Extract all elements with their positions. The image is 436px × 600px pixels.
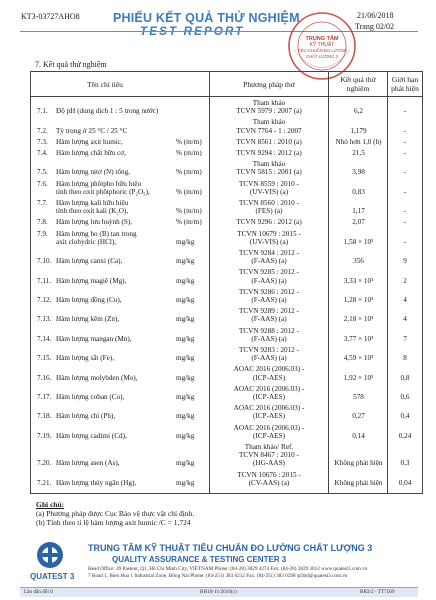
row-number: 7.6.	[37, 179, 48, 188]
criteria-name: Hàm lượng nitơ (N) tổng,	[56, 168, 130, 177]
criteria-name: Tỷ trọng ở 25 °C / 25 °C	[56, 126, 128, 135]
test-result: 356	[353, 257, 364, 266]
test-method: TCVN 9283 : 2012 - (F-AAS) (a)	[239, 346, 299, 363]
footer-bar-mid: BH10-11/2016(c)	[200, 589, 237, 595]
detection-limit: 0,4	[400, 412, 410, 421]
test-method: TCVN 9296 : 2012 (a)	[236, 218, 302, 227]
criteria-name: Hàm lượng thủy ngân (Hg),	[56, 478, 137, 487]
test-result: Không phát hiện	[334, 478, 383, 487]
footer-address-line: Head Office: 49 Pasteur, Q1, Hồ Chí Minh City, VIETNAM Phone: (84-28) 3829 4274 Fax: (84-28) 3829 3012 www.quatest3.com.vn	[88, 566, 368, 572]
test-result: 4,59 × 10³	[343, 354, 374, 363]
table-row	[31, 385, 422, 404]
notes-block	[36, 500, 194, 527]
row-number: 7.21.	[37, 478, 52, 487]
header-divider	[20, 31, 418, 32]
table-row	[31, 230, 422, 249]
criteria-unit: % (m/m)	[176, 137, 202, 146]
criteria-unit: mg/kg	[176, 295, 195, 304]
test-result: 3,98	[352, 168, 365, 177]
detection-limit: 0,6	[400, 392, 410, 401]
test-method: TCVN 10679 : 2015 - (UV-VIS) (a)	[237, 229, 301, 246]
criteria-unit: % (m/m)	[176, 218, 202, 227]
table-row	[31, 199, 422, 218]
detection-limit: -	[403, 168, 407, 177]
detection-limit: -	[403, 237, 407, 246]
test-method: TCVN 9288 : 2012 - (F-AAS) (a)	[239, 326, 299, 343]
row-number: 7.10.	[37, 257, 52, 266]
row-number: 7.15.	[37, 354, 52, 363]
detection-limit: 4	[403, 295, 407, 304]
criteria-name: Hàm lượng kẽm (Zn),	[56, 315, 120, 324]
row-number: 7.20.	[37, 459, 52, 468]
test-method: AOAC 2016 (2006.03) - (ICP-AES)	[233, 384, 305, 401]
criteria-name: Độ pH (dung dịch 1 : 5 trong nước)	[56, 107, 159, 116]
note-a: (a) Phương pháp được Cục Bảo vệ thực vật chỉ định.	[36, 509, 195, 518]
test-method: TCVN 8561 : 2010 (a)	[236, 137, 302, 146]
section-label: 7. Kết quả thử nghiệm	[35, 60, 107, 69]
report-subtitle: TEST REPORT	[140, 26, 245, 38]
row-number: 7.9.	[37, 229, 48, 238]
test-method: Tham khảo TCVN 5979 : 2007 (a)	[236, 99, 302, 116]
test-result: 2,18 × 10³	[343, 315, 374, 324]
criteria-unit: % (m/m)	[176, 149, 202, 157]
row-number: 7.14.	[37, 334, 52, 343]
detection-limit: 9	[403, 257, 407, 266]
test-method: TCVN 8560 : 2010 - (FES) (a)	[239, 199, 299, 216]
table-row	[31, 404, 422, 423]
criteria-name: Hàm lượng asen (As),	[56, 459, 120, 468]
test-result: Nhỏ hơn 1,0 (b)	[335, 137, 382, 146]
criteria-name: Hàm lượng bo (B) tan trong axit clohydric (HCl),	[56, 229, 137, 246]
criteria-name: Hàm lượng chất hữu cơ,	[56, 149, 126, 157]
criteria-unit: mg/kg	[176, 334, 195, 343]
detection-limit: -	[403, 107, 407, 116]
test-method: AOAC 2016 (2006.03) - (ICP-AES)	[233, 365, 305, 382]
criteria-unit: mg/kg	[176, 459, 195, 468]
detection-limit: -	[403, 187, 407, 196]
notes-title: Ghi chú:	[36, 500, 65, 509]
footer-address	[88, 566, 367, 579]
table-row	[31, 365, 422, 384]
row-number: 7.11.	[37, 276, 52, 285]
test-result: 1,28 × 10³	[343, 295, 374, 304]
row-number: 7.3.	[37, 137, 48, 146]
criteria-unit: % (m/m)	[176, 207, 202, 216]
footer-subtitle: QUALITY ASSURANCE & TESTING CENTER 3	[112, 555, 287, 564]
test-method: TCVN 8559 : 2010 - (UV-VIS) (a)	[239, 179, 299, 196]
test-method: AOAC 2016 (2006.03) - (ICP-AES)	[233, 423, 305, 440]
criteria-unit: mg/kg	[176, 276, 195, 285]
test-method: AOAC 2016 (2006.03) - (ICP-AES)	[233, 404, 305, 421]
table-row	[31, 327, 422, 346]
test-result: 0,83	[352, 187, 365, 196]
test-result: 21,5	[352, 149, 365, 157]
row-number: 7.16.	[37, 373, 52, 382]
footer-bar-right: BR3/2 - TT7509	[360, 589, 395, 595]
detection-limit: -	[403, 218, 407, 227]
detection-limit: -	[403, 126, 407, 135]
footer-bar	[20, 587, 418, 597]
table-row	[31, 218, 422, 229]
criteria-unit: mg/kg	[176, 412, 195, 421]
quatest-logo-icon	[30, 540, 70, 570]
footer-bar-left: Lần dẫn đổi 0	[24, 589, 53, 595]
criteria-name: Hàm lượng mangan (Mn),	[56, 334, 132, 343]
criteria-name: Hàm lượng molybden (Mo),	[56, 373, 138, 382]
table-row	[31, 160, 422, 179]
report-code: KT3-03727AHO8	[21, 12, 80, 21]
criteria-unit: mg/kg	[176, 392, 195, 401]
test-method: TCVN 9289 : 2012 - (F-AAS) (a)	[239, 307, 299, 324]
table-row	[31, 424, 422, 443]
detection-limit: 2	[403, 276, 407, 285]
header-method: Phương pháp thử	[243, 80, 295, 89]
table-row	[31, 118, 422, 137]
table-row	[31, 249, 422, 268]
criteria-unit: mg/kg	[176, 354, 195, 363]
row-number: 7.18.	[37, 412, 52, 421]
detection-limit: 4	[403, 315, 407, 324]
test-result: Không phát hiện	[334, 459, 383, 468]
criteria-unit: mg/kg	[176, 257, 195, 266]
row-number: 7.7.	[37, 199, 48, 207]
criteria-unit: % (m/m)	[176, 187, 202, 196]
criteria-name: Hàm lượng cadimi (Cd),	[56, 431, 127, 440]
row-number: 7.13.	[37, 315, 52, 324]
test-method: Tham khảo TCVN 5815 : 2001 (a)	[236, 160, 302, 177]
test-result: 3,77 × 10³	[343, 334, 374, 343]
criteria-name: Hàm lượng sắt (Fe),	[56, 354, 114, 363]
row-number: 7.17.	[37, 392, 52, 401]
header-criteria: Tên chỉ tiêu	[87, 80, 123, 89]
table-row	[31, 180, 422, 199]
criteria-unit: mg/kg	[176, 478, 195, 487]
table-header	[31, 72, 422, 97]
table-row	[31, 149, 422, 160]
criteria-unit: mg/kg	[176, 373, 195, 382]
detection-limit: -	[403, 149, 407, 157]
row-number: 7.4.	[37, 149, 48, 157]
test-result: 1,92 × 10³	[343, 373, 374, 382]
criteria-name: Hàm lượng canxi (Ca),	[56, 257, 123, 266]
detection-limit: 0,04	[398, 478, 412, 487]
test-result: 1,58 × 10³	[343, 237, 374, 246]
detection-limit: -	[403, 137, 407, 146]
row-number: 7.2.	[37, 126, 48, 135]
test-method: TCVN 9294 : 2012 (a)	[236, 149, 302, 157]
header-limit: Giới hạn phát hiện	[391, 75, 419, 93]
criteria-name: Hàm lượng axit humic,	[56, 137, 123, 146]
row-number: 7.1.	[37, 107, 48, 116]
criteria-unit: mg/kg	[176, 315, 195, 324]
test-method: TCVN 10676 : 2015 - (CV-AAS) (a)	[237, 470, 301, 487]
test-result: 1,17	[352, 207, 365, 216]
row-number: 7.12.	[37, 295, 52, 304]
svg-text:TRUNG TÂM: TRUNG TÂM	[305, 36, 339, 42]
test-result: 6,2	[354, 107, 363, 116]
detection-limit: 7	[403, 334, 407, 343]
table-row	[31, 138, 422, 149]
detection-limit: 0,8	[400, 373, 410, 382]
svg-text:KỸ THUẬT: KỸ THUẬT	[309, 42, 335, 48]
criteria-unit: mg/kg	[176, 431, 195, 440]
test-result: 578	[353, 392, 364, 401]
criteria-name: Hàm lượng lưu huỳnh (S),	[56, 218, 133, 227]
row-number: 7.5.	[37, 168, 48, 177]
header-result: Kết quả thử nghiệm	[340, 75, 376, 93]
criteria-name: Hàm lượng phôtpho hữu hiệu tính theo oxit phôtphoric (P₂O₅),	[56, 179, 150, 196]
criteria-name: Hàm lượng kali hữu hiệu tính theo oxit kali (K₂O),	[56, 199, 129, 216]
detection-limit: 0,24	[398, 431, 412, 440]
test-method: TCVN 9286 : 2012 - (F-AAS) (a)	[239, 287, 299, 304]
row-number: 7.19.	[37, 431, 52, 440]
criteria-name: Hàm lượng chì (Pb),	[56, 412, 116, 421]
criteria-name: Hàm lượng đồng (Cu),	[56, 295, 122, 304]
row-number: 7.8.	[37, 218, 48, 227]
criteria-unit: mg/kg	[176, 237, 195, 246]
test-result: 0,14	[352, 431, 365, 440]
results-table	[30, 71, 423, 494]
table-row	[31, 471, 422, 490]
table-row	[31, 307, 422, 326]
note-b: (b) Tính theo tỉ lệ hàm lượng axit humic /C = 1,724	[36, 518, 191, 527]
criteria-name: Hàm lượng coban (Co),	[56, 392, 125, 401]
criteria-name: Hàm lượng magiê (Mg),	[56, 276, 127, 285]
test-method: TCVN 9284 : 2012 - (F-AAS) (a)	[239, 249, 299, 266]
footer-brand: QUATEST 3	[30, 572, 75, 581]
test-method: TCVN 9285 : 2012 - (F-AAS) (a)	[239, 268, 299, 285]
test-result: 1,179	[350, 126, 367, 135]
table-row	[31, 288, 422, 307]
test-result: 2,07	[352, 218, 365, 227]
svg-text:CHẤT LƯỢNG 3: CHẤT LƯỢNG 3	[306, 54, 338, 59]
footer-address-line: 7 Road 1, Bien Hoa 1 Industrial Zone, Đồng Nai Phone: (84-251) 383 6212 Fax: (84-251) 383 6298 qt3bd@quatest3.com.vn	[88, 572, 348, 579]
test-method: Tham khảo TCVN 7764 - 1 : 2007	[236, 118, 302, 135]
table-row	[31, 443, 422, 471]
table-row	[31, 268, 422, 287]
svg-text:TIÊU CHUẨN ĐO LƯỜNG: TIÊU CHUẨN ĐO LƯỜNG	[297, 48, 347, 53]
test-method: Tham khảo/ Ref. TCVN 8467 : 2010 - (HG-AAS)	[239, 443, 299, 468]
criteria-unit: % (m/m)	[176, 168, 202, 177]
detection-limit: 0,3	[400, 459, 410, 468]
detection-limit: 8	[403, 354, 407, 363]
report-date: 21/06/2018	[357, 11, 394, 20]
test-result: 0,27	[352, 412, 365, 421]
table-row	[31, 346, 422, 365]
table-row	[31, 99, 422, 118]
page-number: Trang 02/02	[355, 22, 395, 31]
report-title: PHIẾU KẾT QUẢ THỬ NGHIỆM	[113, 11, 300, 25]
footer-title: TRUNG TÂM KỸ THUẬT TIÊU CHUẨN ĐO LƯỜNG CHẤT LƯỢNG 3	[88, 543, 373, 553]
test-result: 3,33 × 10³	[343, 276, 374, 285]
detection-limit: -	[403, 207, 407, 216]
